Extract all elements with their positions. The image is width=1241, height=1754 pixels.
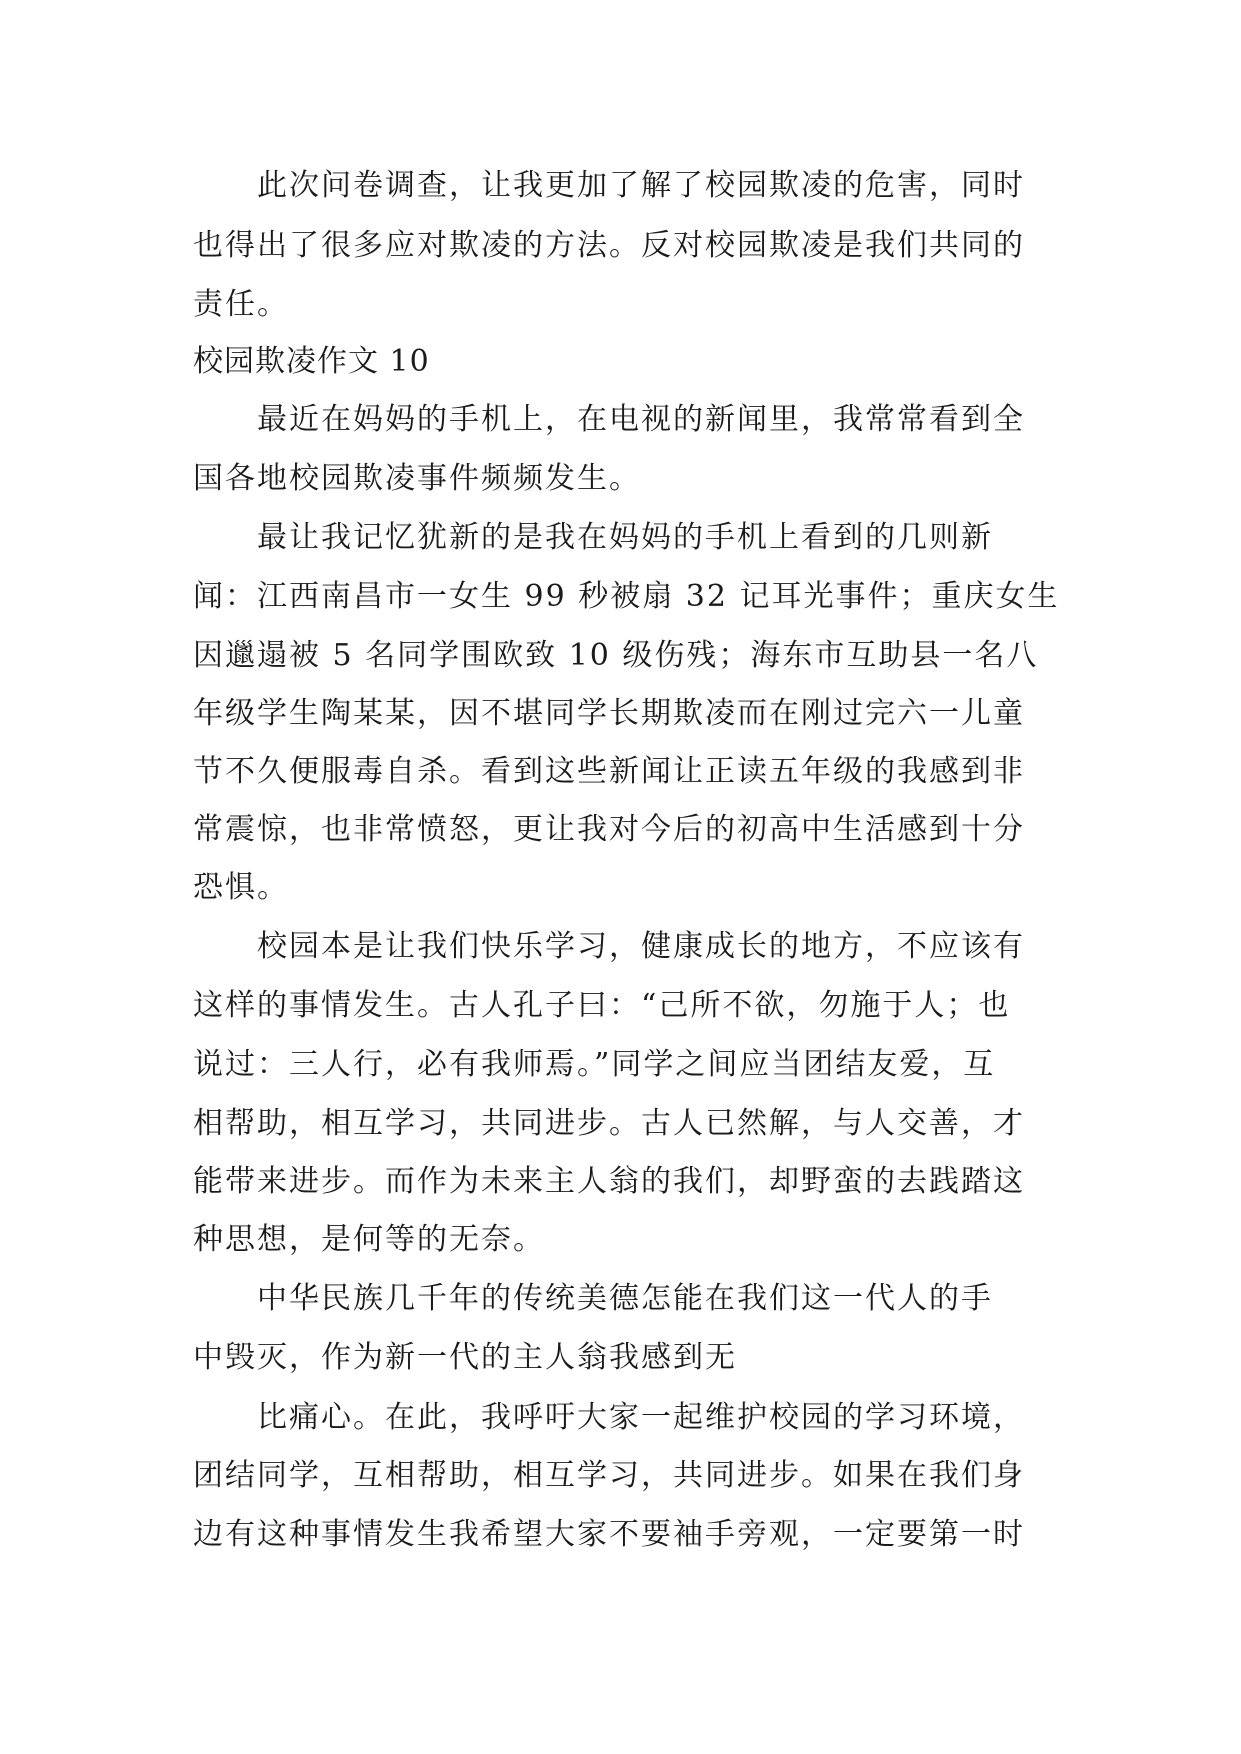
paragraph-3-line-5: 节不久便服毒自杀。看到这些新闻让正读五年级的我感到非 <box>193 754 1025 789</box>
paragraph-4-line-4: 相帮助，相互学习，共同进步。古人已然解，与人交善，才 <box>193 1106 1025 1141</box>
paragraph-2-line-1: 最近在妈妈的手机上，在电视的新闻里，我常常看到全 <box>257 402 1025 437</box>
paragraph-5-line-1: 中华民族几千年的传统美德怎能在我们这一代人的手 <box>257 1281 993 1316</box>
paragraph-3-line-4: 年级学生陶某某，因不堪同学长期欺凌而在刚过完六一儿童 <box>193 696 1025 731</box>
paragraph-3-line-1: 最让我记忆犹新的是我在妈妈的手机上看到的几则新 <box>257 520 993 555</box>
paragraph-3-line-2: 闻：江西南昌市一女生 99 秒被扇 32 记耳光事件；重庆女生 <box>193 579 1060 614</box>
paragraph-6-line-3: 边有这种事情发生我希望大家不要袖手旁观，一定要第一时 <box>193 1517 1025 1552</box>
paragraph-2-line-2: 国各地校园欺凌事件频频发生。 <box>193 461 641 496</box>
paragraph-4-line-3: 说过：三人行，必有我师焉。”同学之间应当团结友爱，互 <box>193 1047 996 1082</box>
paragraph-3-line-3: 因邋遢被 5 名同学围欧致 10 级伤残；海东市互助县一名八 <box>193 638 1039 673</box>
paragraph-5-line-2: 中毁灭，作为新一代的主人翁我感到无 <box>193 1340 737 1375</box>
paragraph-4-line-1: 校园本是让我们快乐学习，健康成长的地方，不应该有 <box>257 929 1025 964</box>
paragraph-3-line-7: 恐惧。 <box>193 870 289 905</box>
paragraph-4-line-5: 能带来进步。而作为未来主人翁的我们，却野蛮的去践踏这 <box>193 1164 1025 1199</box>
section-heading: 校园欺凌作文 10 <box>193 344 430 379</box>
paragraph-1-line-2: 也得出了很多应对欺凌的方法。反对校园欺凌是我们共同的 <box>193 228 1025 263</box>
paragraph-4-line-6: 种思想，是何等的无奈。 <box>193 1222 545 1257</box>
paragraph-3-line-6: 常震惊，也非常愤怒，更让我对今后的初高中生活感到十分 <box>193 812 1025 847</box>
paragraph-6-line-1: 比痛心。在此，我呼吁大家一起维护校园的学习环境， <box>257 1400 1025 1435</box>
paragraph-6-line-2: 团结同学，互相帮助，相互学习，共同进步。如果在我们身 <box>193 1458 1025 1493</box>
paragraph-1-line-1: 此次问卷调查，让我更加了解了校园欺凌的危害，同时 <box>257 168 1025 203</box>
paragraph-4-line-2: 这样的事情发生。古人孔子曰：“己所不欲，勿施于人；也 <box>193 988 1011 1023</box>
paragraph-1-line-3: 责任。 <box>193 287 289 322</box>
